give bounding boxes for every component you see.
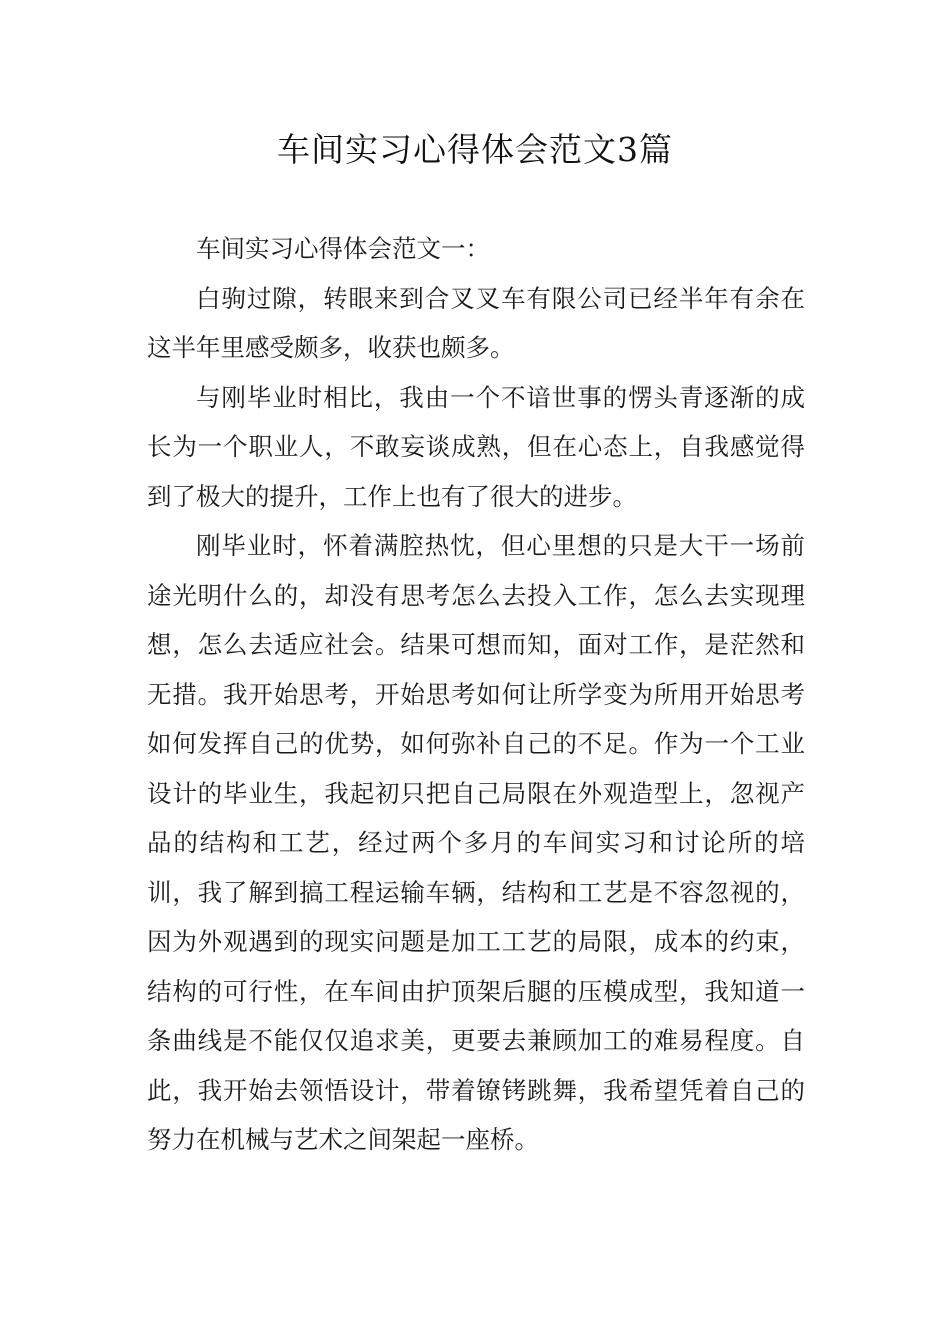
document-body: [147, 224, 805, 1165]
paragraph-section-heading: 车间实习心得体会范文一：: [196, 234, 490, 263]
paragraph: 与刚毕业时相比，我由一个不谙世事的愣头青逐渐的成长为一个职业人，不敢妄谈成熟，但在心态上，自我感觉得到了极大的提升，工作上也有了很大的进步。: [147, 382, 805, 511]
paragraph: 白驹过隙，转眼来到合叉叉车有限公司已经半年有余在这半年里感受颇多，收获也颇多。: [147, 283, 805, 362]
paragraph: 刚毕业时，怀着满腔热忱，但心里想的只是大干一场前途光明什么的，却没有思考怎么去投入工作，怎么去实现理想，怎么去适应社会。结果可想而知，面对工作，是茫然和无措。我开始思考，开始思考如何让所学变为所用开始思考如何发挥自己的优势，如何弥补自己的不足。作为一个工业设计的毕业生，我起初只把自己局限在外观造型上，忽视产品的结构和工艺，经过两个多月的车间实习和讨论所的培训，我了解到搞工程运输车辆，结构和工艺是不容忽视的，因为外观遇到的现实问题是加工工艺的局限，成本的约束，结构的可行性，在车间由护顶架后腿的压模成型，我知道一条曲线是不能仅仅追求美，更要去兼顾加工的难易程度。自此，我开始去领悟设计，带着镣铐跳舞，我希望凭着自己的努力在机械与艺术之间架起一座桥。: [147, 531, 805, 1154]
document-title: 车间实习心得体会范文3篇: [277, 130, 673, 169]
